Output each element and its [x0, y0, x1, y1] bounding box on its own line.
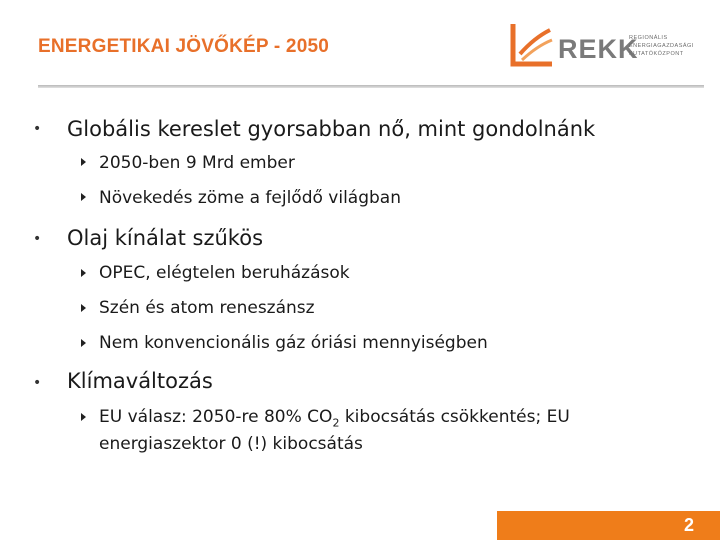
- sub-bullet-item: Növekedés zöme a fejlődő világban: [99, 188, 401, 208]
- bullet-dot: •: [33, 121, 42, 137]
- sub-bullet-item: 2050-ben 9 Mrd ember: [99, 153, 295, 173]
- bullet-dot: •: [33, 375, 42, 391]
- sub-bullet-item: EU válasz: 2050-re 80% $CO_2$ kibocsátás csökkentés; EU: [99, 407, 570, 430]
- logo-subtitle: REGIONÁLIS ENERGIAGAZDASÁGI KUTATÓKÖZPONT: [629, 35, 694, 57]
- page-number: 2: [683, 515, 694, 535]
- bullet-arrow-icon: [81, 339, 86, 347]
- bullet-arrow-icon: [81, 193, 86, 201]
- footer-bar: [497, 511, 720, 540]
- bullet-arrow-icon: [81, 158, 86, 166]
- logo-wordmark: REKK: [558, 34, 639, 64]
- bullet-item: Globális kereslet gyorsabban nő, mint gondolnánk: [67, 117, 596, 141]
- bullet-dot: •: [33, 231, 42, 247]
- bullet-item: Olaj kínálat szűkös: [67, 226, 264, 250]
- bullet-item: Klímaváltozás: [67, 369, 213, 393]
- sub-bullet-item: Szén és atom reneszánsz: [99, 298, 315, 318]
- bullet-arrow-icon: [81, 413, 86, 421]
- bullet-arrow-icon: [81, 304, 86, 312]
- sub-bullet-item: Nem konvencionális gáz óriási mennyiségben: [99, 333, 488, 353]
- sub-bullet-item-continuation: energiaszektor 0 (!) kibocsátás: [99, 434, 363, 454]
- slide-title: ENERGETIKAI JÖVŐKÉP - 2050: [38, 36, 329, 57]
- sub-bullet-item: OPEC, elégtelen beruházások: [99, 263, 350, 283]
- bullet-arrow-icon: [81, 269, 86, 277]
